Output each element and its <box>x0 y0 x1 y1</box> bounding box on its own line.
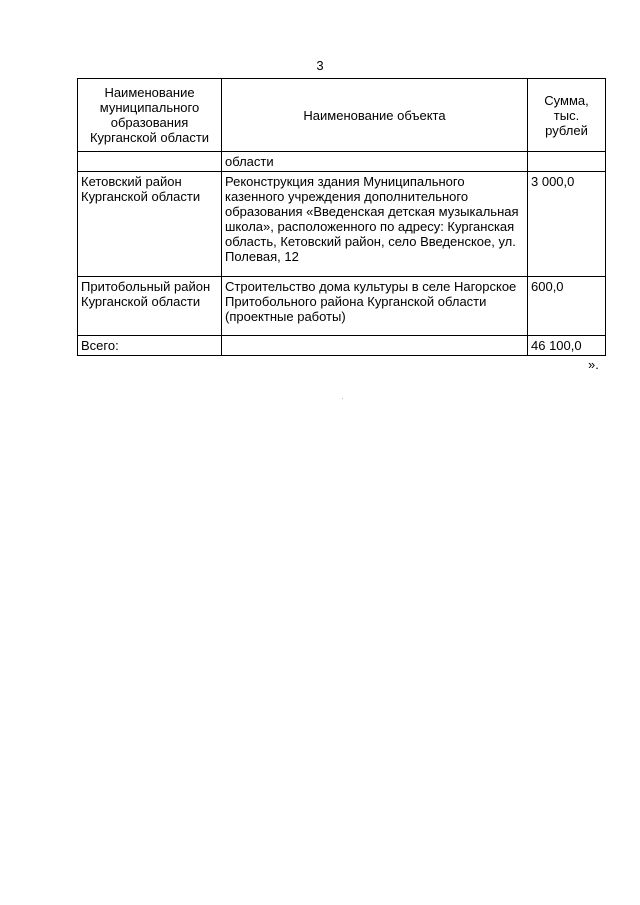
header-object: Наименование объекта <box>222 79 528 152</box>
table-row <box>78 277 606 336</box>
total-amount: 46 100,0 <box>528 336 606 356</box>
table-header-row <box>78 79 606 152</box>
municipality-cell: Кетовский район Курганской области <box>78 172 222 277</box>
table-cell: области <box>222 152 528 172</box>
closing-quote-mark: ». <box>588 357 599 372</box>
page-number: 3 <box>316 58 324 73</box>
table-row <box>78 172 606 277</box>
municipality-cell: Притобольный район Курганской области <box>78 277 222 336</box>
table-cell <box>528 152 606 172</box>
object-cell: Реконструкция здания Муниципального казенного учреждения дополнительного образования «Введенская детская музыкальная школа», расположенного по адресу: Курганская область, Кетовский район, село Введенское, ул. Полевая, 12 <box>222 172 528 277</box>
funding-table <box>77 78 606 356</box>
amount-cell: 600,0 <box>528 277 606 336</box>
header-amount: Сумма, тыс. рублей <box>528 79 606 152</box>
table-cell <box>78 152 222 172</box>
table-row <box>78 152 606 172</box>
scan-speck <box>342 398 343 399</box>
total-row <box>78 336 606 356</box>
total-label: Всего: <box>78 336 222 356</box>
total-object-cell <box>222 336 528 356</box>
amount-cell: 3 000,0 <box>528 172 606 277</box>
object-cell: Строительство дома культуры в селе Нагорское Притобольного района Курганской области (проектные работы) <box>222 277 528 336</box>
header-municipality: Наименование муниципального образования Курганской области <box>78 79 222 152</box>
